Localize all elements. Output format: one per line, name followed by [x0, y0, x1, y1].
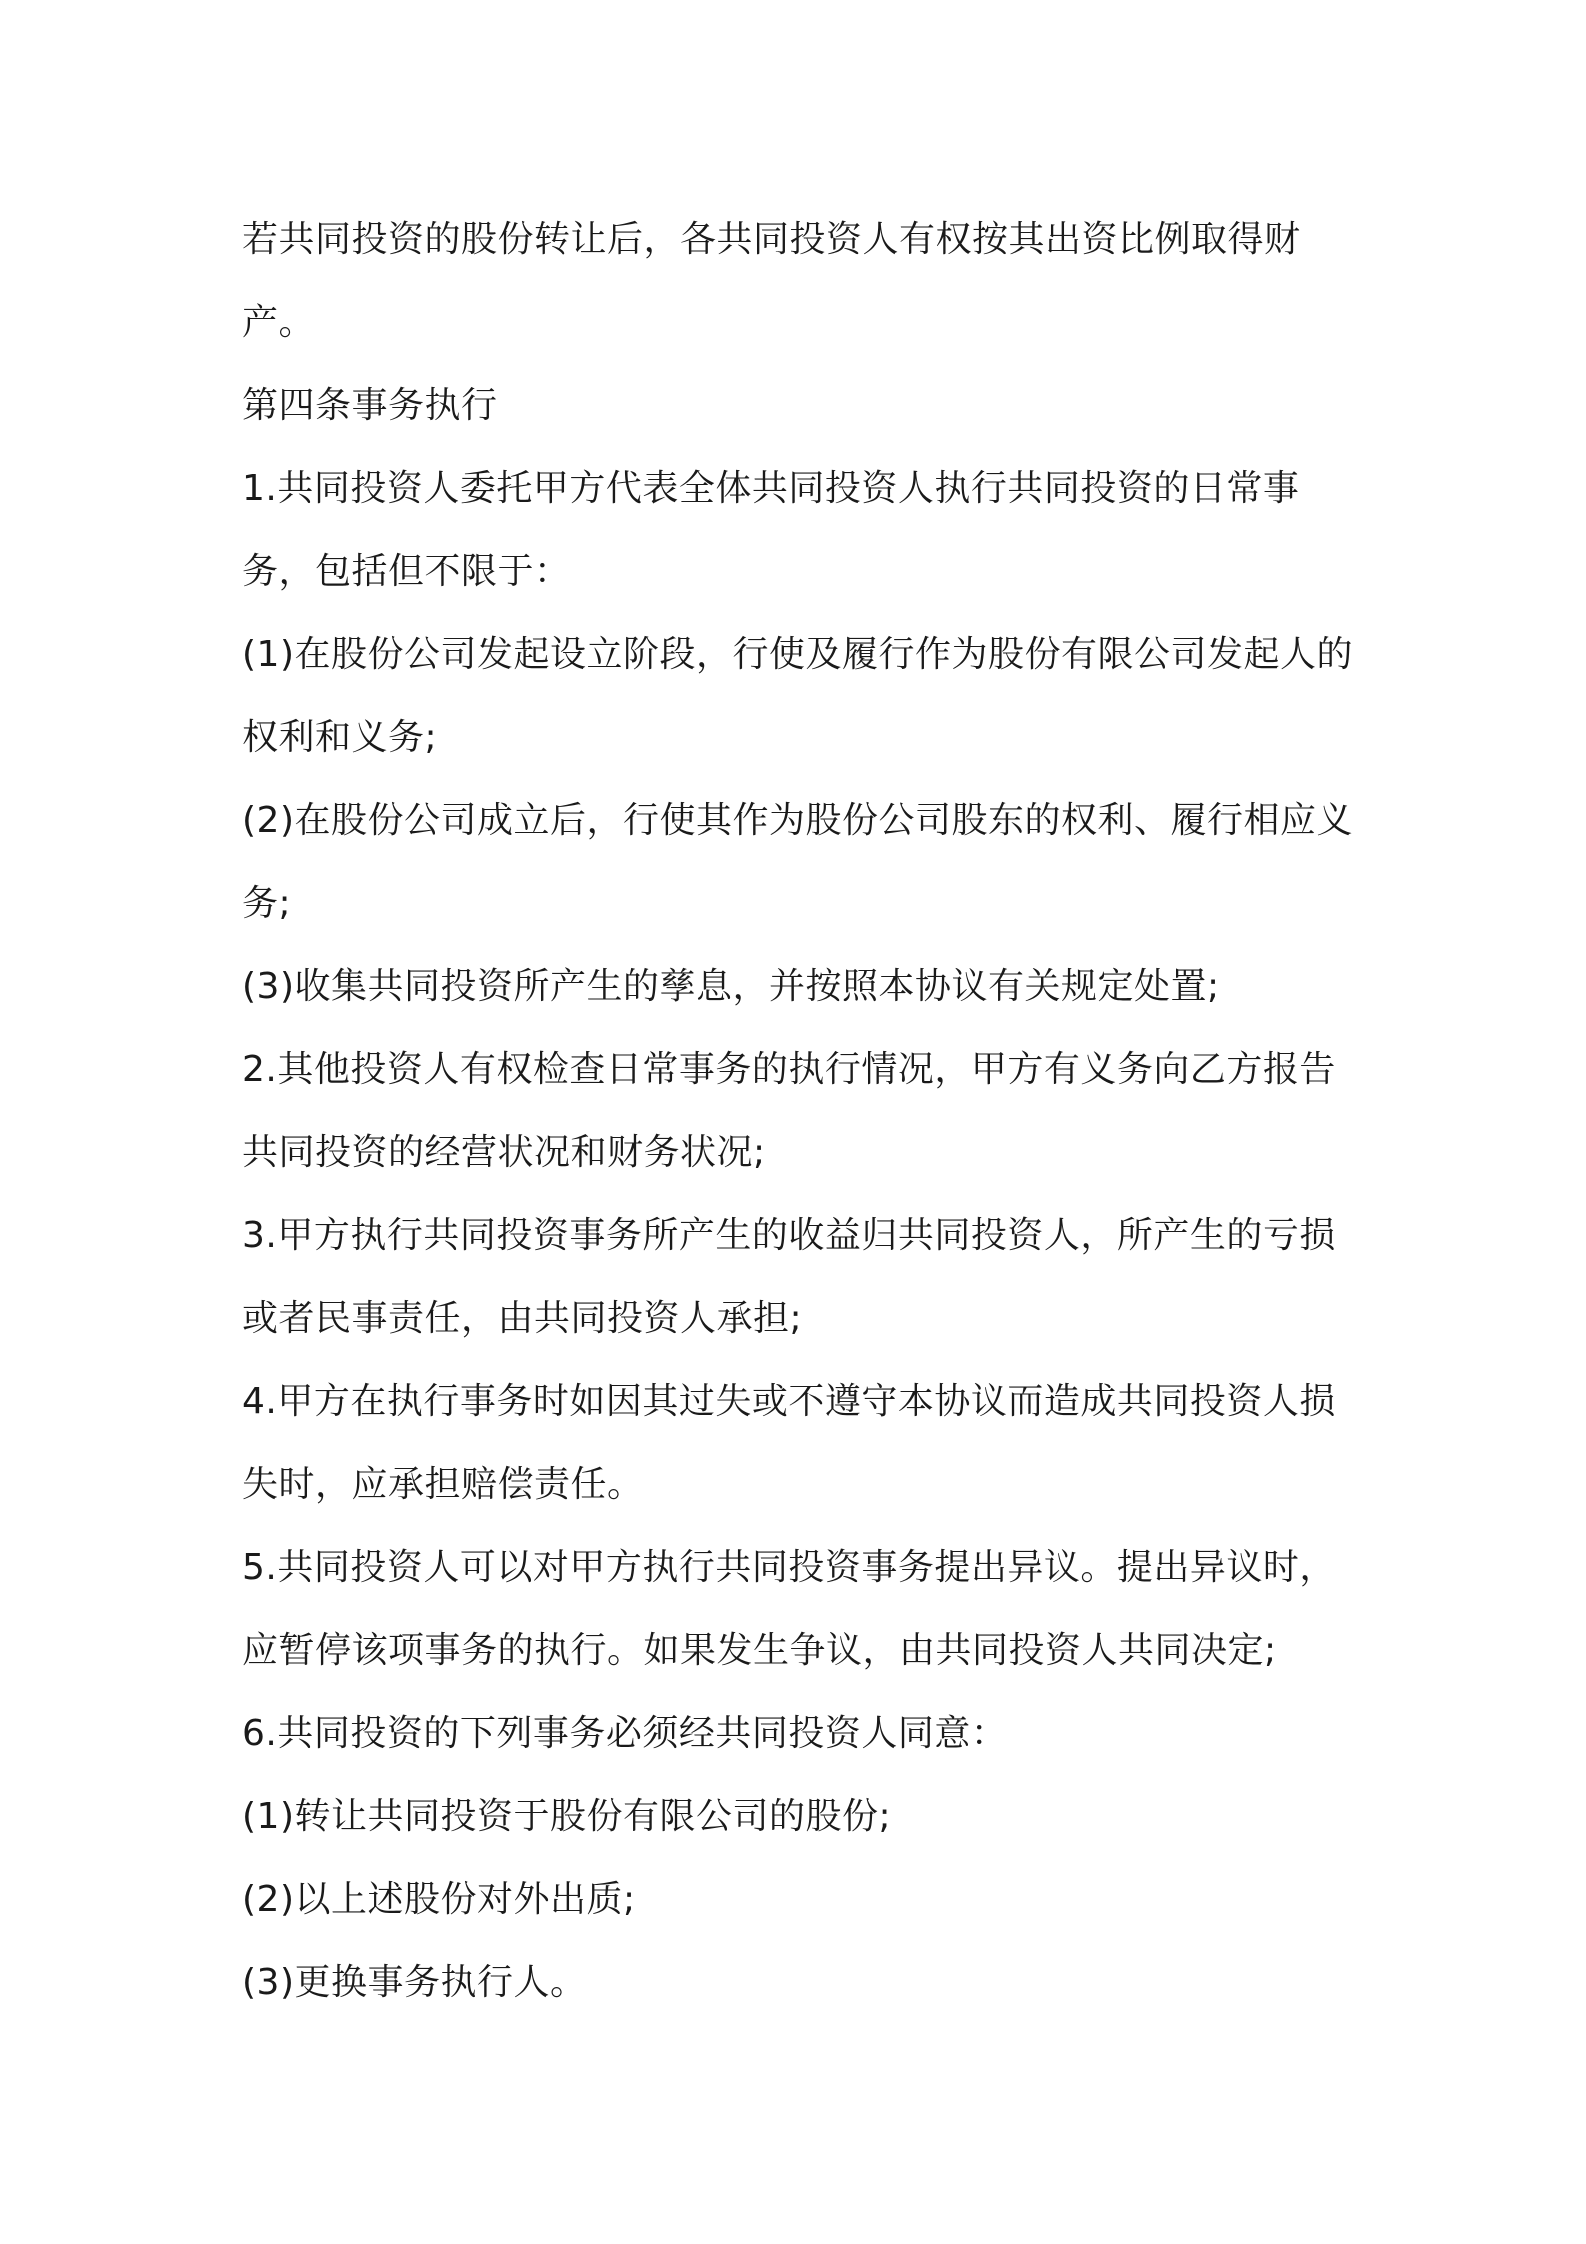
clause-6: 6.共同投资的下列事务必须经共同投资人同意： — [242, 1713, 1008, 1754]
clause-6-item-2: (2)以上述股份对外出质; — [242, 1879, 636, 1920]
paragraph-transfer-rights: 若共同投资的股份转让后，各共同投资人有权按其出资比例取得财产。 — [242, 219, 1301, 343]
clause-1: 1.共同投资人委托甲方代表全体共同投资人执行共同投资的日常事务，包括但不限于： — [242, 468, 1300, 592]
clause-4: 4.甲方在执行事务时如因其过失或不遵守本协议而造成共同投资人损失时，应承担赔偿责任。 — [242, 1381, 1336, 1505]
section-heading-article-4: 第四条事务执行 — [242, 385, 498, 426]
clause-5: 5.共同投资人可以对甲方执行共同投资事务提出异议。提出异议时，应暂停该项事务的执行。如果发生争议，由共同投资人共同决定; — [242, 1547, 1336, 1671]
clause-2: 2.其他投资人有权检查日常事务的执行情况，甲方有义务向乙方报告共同投资的经营状况和财务状况; — [242, 1049, 1336, 1173]
clause-1-item-2: (2)在股份公司成立后，行使其作为股份公司股东的权利、履行相应义务; — [242, 800, 1353, 924]
clause-1-item-1: (1)在股份公司发起设立阶段，行使及履行作为股份有限公司发起人的权利和义务; — [242, 634, 1353, 758]
document-body — [242, 198, 1362, 2024]
clause-3: 3.甲方执行共同投资事务所产生的收益归共同投资人，所产生的亏损或者民事责任，由共同投资人承担; — [242, 1215, 1336, 1339]
clause-6-item-3: (3)更换事务执行人。 — [242, 1962, 587, 2003]
clause-1-item-3: (3)收集共同投资所产生的孳息，并按照本协议有关规定处置; — [242, 966, 1220, 1007]
clause-6-item-1: (1)转让共同投资于股份有限公司的股份; — [242, 1796, 892, 1837]
